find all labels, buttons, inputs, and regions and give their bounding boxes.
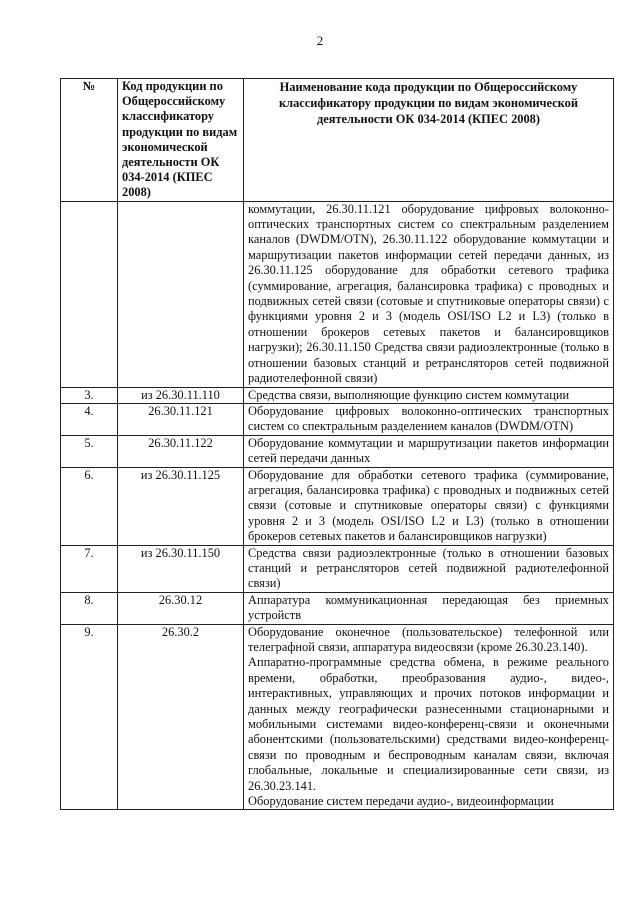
table-row — [61, 592, 614, 624]
row-product-code: 26.30.2 — [118, 624, 244, 810]
table-header-row — [61, 79, 614, 202]
row-description — [244, 467, 614, 545]
description-paragraph: Оборудование цифровых волоконно-оптических транспортных систем со спектральным разделением каналов (DWDM/OTN) — [248, 403, 609, 434]
header-code-name: Наименование кода продукции по Общероссийскому классификатору продукции по видам экономической деятельности ОК 034-2014 (КПЕС 2008) — [244, 79, 614, 202]
row-product-code: из 26.30.11.110 — [118, 387, 244, 403]
row-description — [244, 435, 614, 467]
table-row — [61, 624, 614, 810]
table-row — [61, 201, 614, 387]
row-description — [244, 545, 614, 592]
row-product-code — [118, 201, 244, 387]
row-number: 4. — [61, 403, 118, 435]
table-body — [61, 201, 614, 810]
table-row — [61, 435, 614, 467]
row-description — [244, 201, 614, 387]
description-paragraph: Средства связи, выполняющие функцию систем коммутации — [248, 387, 570, 402]
row-product-code: 26.30.11.122 — [118, 435, 244, 467]
description-paragraph: Средства связи радиоэлектронные (только в отношении базовых станций и ретрансляторов сетей подвижной радиотелефонной связи) — [248, 545, 609, 591]
description-paragraph: Аппаратно-программные средства обмена, в режиме реального времени, обработки, преобразования аудио-, видео-, интерактивных, управляющих и прочих потоков информации и данных между географически разнесенными стационарными и мобильными системами видео-конференц-связи и оконечными абонентскими (пользовательскими) средствами видео-конференц-связи по проводным и беспроводным каналам связи, включая глобальные, локальные и специализированные сети связи, из 26.30.23.141. — [248, 655, 609, 793]
row-number: 3. — [61, 387, 118, 403]
row-product-code: 26.30.12 — [118, 592, 244, 624]
description-paragraph: Оборудование для обработки сетевого трафика (суммирование, агрегация, балансировка трафика) с проводных и подвижных сетей связи (сотовые и спутниковые операторы связи) с функциями уровня 2 и 3 (модель OSI/ISO L2 и L3) (только в отношении брокеров сетевых пакетов и балансировщиков нагрузки) — [248, 467, 609, 544]
row-product-code: 26.30.11.121 — [118, 403, 244, 435]
table-row — [61, 545, 614, 592]
header-product-code: Код продукции по Общероссийскому классификатору продукции по видам экономической деятельности ОК 034-2014 (КПЕС 2008) — [118, 79, 244, 202]
row-description — [244, 592, 614, 624]
row-number — [61, 201, 118, 387]
table-row — [61, 467, 614, 545]
row-number: 9. — [61, 624, 118, 810]
row-number: 8. — [61, 592, 118, 624]
row-number: 6. — [61, 467, 118, 545]
row-description — [244, 624, 614, 810]
row-product-code: из 26.30.11.150 — [118, 545, 244, 592]
description-paragraph: Оборудование систем передачи аудио-, видеоинформации — [248, 794, 554, 809]
description-paragraph: коммутации, 26.30.11.121 оборудование цифровых волоконно-оптических транспортных систем со спектральным разделением каналов (DWDM/OTN), 26.30.11.122 оборудование коммутации и маршрутизации пакетов информации сетей передачи данных, из 26.30.11.125 оборудование для обработки сетевого трафика (суммирование, агрегация, балансировка трафика) с проводных и подвижных сетей связи (сотовые и спутниковые операторы связи) с функциями уровня 2 и 3 (модель OSI/ISO L2 и L3) (только в отношении брокеров сетевых пакетов и балансировщиков нагрузки); 26.30.11.150 Средства связи радиоэлектронные (только в отношении базовых станций и ретрансляторов сетей подвижной радиотелефонной связи) — [248, 201, 609, 386]
row-number: 5. — [61, 435, 118, 467]
description-paragraph: Оборудование оконечное (пользовательское) телефонной или телеграфной связи, аппаратура видеосвязи (кроме 26.30.23.140). — [248, 624, 609, 654]
header-number: № — [61, 79, 118, 202]
description-paragraph: Оборудование коммутации и маршрутизации пакетов информации сетей передачи данных — [248, 435, 609, 466]
description-paragraph: Аппаратура коммуникационная передающая без приемных устройств — [248, 592, 609, 623]
row-number: 7. — [61, 545, 118, 592]
row-description — [244, 403, 614, 435]
page-number: 2 — [316, 33, 324, 48]
classification-table — [60, 78, 614, 810]
table-row — [61, 403, 614, 435]
table-row — [61, 387, 614, 403]
row-description — [244, 387, 614, 403]
row-product-code: из 26.30.11.125 — [118, 467, 244, 545]
